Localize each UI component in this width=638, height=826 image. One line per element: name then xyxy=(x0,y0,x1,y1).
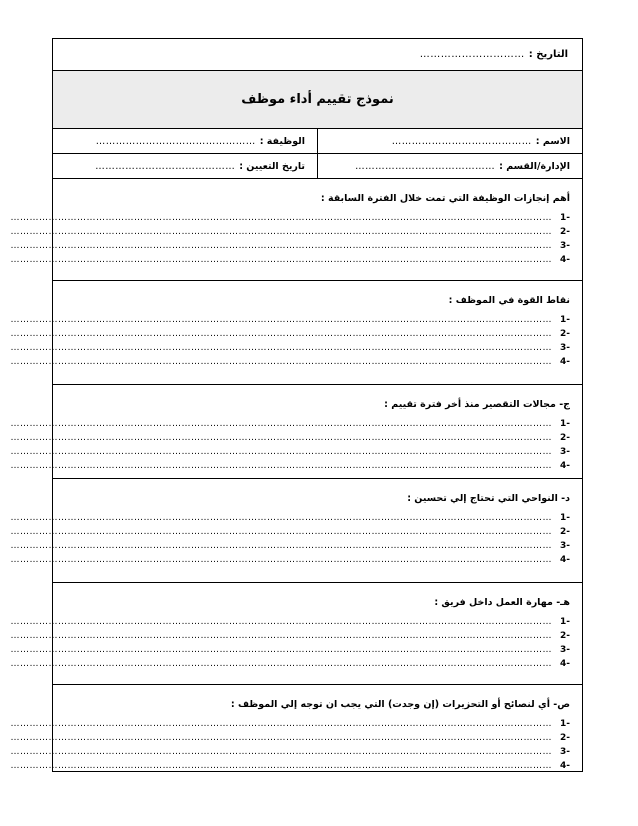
item-number: 2- xyxy=(560,433,570,443)
hire-date-cell xyxy=(53,154,317,178)
date-label: التاريخ : xyxy=(528,49,568,60)
section-advice xyxy=(10,685,582,795)
item-number: 1- xyxy=(560,419,570,429)
answer-line[interactable]: ……………………………………………………………………………………………………………………………………………………… xyxy=(10,461,552,471)
answer-line[interactable]: ……………………………………………………………………………………………………………………………………………………… xyxy=(10,555,552,565)
name-field[interactable]: …………………………………… xyxy=(391,135,532,147)
list-item[interactable] xyxy=(10,539,570,553)
form-title-row xyxy=(53,71,582,129)
item-number: 3- xyxy=(560,541,570,551)
item-number: 4- xyxy=(560,659,570,669)
dept-field[interactable]: …………………………………… xyxy=(355,160,496,172)
info-row-2 xyxy=(53,154,582,179)
list-item[interactable] xyxy=(10,445,570,459)
list-item[interactable] xyxy=(10,643,570,657)
answer-line[interactable]: ……………………………………………………………………………………………………………………………………………………… xyxy=(10,541,552,551)
item-number: 4- xyxy=(560,255,570,265)
section-title: ج- مجالات التقصير منذ أخر فترة تقييم : xyxy=(384,399,570,410)
item-number: 1- xyxy=(560,513,570,523)
section-strengths xyxy=(10,281,582,385)
item-number: 4- xyxy=(560,555,570,565)
list-item[interactable] xyxy=(10,615,570,629)
hire-date-label: تاريخ التعيين : xyxy=(239,160,305,172)
list-item[interactable] xyxy=(10,239,570,253)
item-number: 4- xyxy=(560,357,570,367)
list-item[interactable] xyxy=(10,355,570,369)
dept-cell xyxy=(317,154,582,178)
item-number: 2- xyxy=(560,631,570,641)
section-title: هـ- مهارة العمل داخل فريق : xyxy=(434,597,570,608)
answer-line[interactable]: ……………………………………………………………………………………………………………………………………………………… xyxy=(10,761,552,771)
item-number: 4- xyxy=(560,761,570,771)
item-number: 2- xyxy=(560,227,570,237)
item-number: 3- xyxy=(560,747,570,757)
list-item[interactable] xyxy=(10,759,570,773)
answer-line[interactable]: ……………………………………………………………………………………………………………………………………………………… xyxy=(10,617,552,627)
item-number: 3- xyxy=(560,645,570,655)
list-item[interactable] xyxy=(10,629,570,643)
answer-line[interactable]: ……………………………………………………………………………………………………………………………………………………… xyxy=(10,343,552,353)
evaluation-form xyxy=(10,38,583,772)
section-achievements xyxy=(10,179,582,281)
answer-line[interactable]: ……………………………………………………………………………………………………………………………………………………… xyxy=(10,213,552,223)
section-teamwork xyxy=(10,583,582,685)
answer-line[interactable]: ……………………………………………………………………………………………………………………………………………………… xyxy=(10,241,552,251)
answer-line[interactable]: ……………………………………………………………………………………………………………………………………………………… xyxy=(10,433,552,443)
answer-line[interactable]: ……………………………………………………………………………………………………………………………………………………… xyxy=(10,513,552,523)
item-number: 1- xyxy=(560,213,570,223)
answer-line[interactable]: ……………………………………………………………………………………………………………………………………………………… xyxy=(10,315,552,325)
list-item[interactable] xyxy=(10,327,570,341)
section-title: ص- أي لنصائح أو التحزيرات (إن وجدت) التي يجب ان توجه إلي الموظف : xyxy=(230,699,570,710)
section-title: نقاط القوة في الموظف : xyxy=(448,295,570,306)
list-item[interactable] xyxy=(10,431,570,445)
job-field[interactable]: ………………………………………… xyxy=(95,135,256,147)
item-number: 3- xyxy=(560,343,570,353)
list-item[interactable] xyxy=(10,253,570,267)
item-number: 4- xyxy=(560,461,570,471)
section-title: د- النواحي التي تحتاج إلي تحسين : xyxy=(407,493,570,504)
answer-line[interactable]: ……………………………………………………………………………………………………………………………………………………… xyxy=(10,447,552,457)
list-item[interactable] xyxy=(10,417,570,431)
job-label: الوظيفة : xyxy=(259,135,305,147)
list-item[interactable] xyxy=(10,211,570,225)
answer-line[interactable]: ……………………………………………………………………………………………………………………………………………………… xyxy=(10,329,552,339)
list-item[interactable] xyxy=(10,745,570,759)
info-row-1 xyxy=(53,129,582,154)
answer-line[interactable]: ……………………………………………………………………………………………………………………………………………………… xyxy=(10,357,552,367)
item-number: 3- xyxy=(560,241,570,251)
dept-label: الإدارة/القسم : xyxy=(499,160,570,172)
name-label: الاسم : xyxy=(535,135,570,147)
answer-line[interactable]: ……………………………………………………………………………………………………………………………………………………… xyxy=(10,659,552,669)
item-number: 2- xyxy=(560,527,570,537)
date-row xyxy=(53,39,582,71)
answer-line[interactable]: ……………………………………………………………………………………………………………………………………………………… xyxy=(10,255,552,265)
list-item[interactable] xyxy=(10,717,570,731)
list-item[interactable] xyxy=(10,225,570,239)
item-number: 1- xyxy=(560,617,570,627)
list-item[interactable] xyxy=(10,511,570,525)
item-number: 3- xyxy=(560,447,570,457)
answer-line[interactable]: ……………………………………………………………………………………………………………………………………………………… xyxy=(10,527,552,537)
answer-line[interactable]: ……………………………………………………………………………………………………………………………………………………… xyxy=(10,631,552,641)
answer-line[interactable]: ……………………………………………………………………………………………………………………………………………………… xyxy=(10,733,552,743)
hire-date-field[interactable]: …………………………………… xyxy=(95,160,236,172)
date-field[interactable]: ………………………… xyxy=(419,49,525,60)
answer-line[interactable]: ……………………………………………………………………………………………………………………………………………………… xyxy=(10,747,552,757)
form-title: نموذج تقييم أداء موظف xyxy=(241,92,394,107)
answer-line[interactable]: ……………………………………………………………………………………………………………………………………………………… xyxy=(10,227,552,237)
list-item[interactable] xyxy=(10,313,570,327)
answer-line[interactable]: ……………………………………………………………………………………………………………………………………………………… xyxy=(10,719,552,729)
section-shortcomings xyxy=(10,385,582,479)
list-item[interactable] xyxy=(10,341,570,355)
name-cell xyxy=(317,129,582,153)
answer-line[interactable]: ……………………………………………………………………………………………………………………………………………………… xyxy=(10,419,552,429)
answer-line[interactable]: ……………………………………………………………………………………………………………………………………………………… xyxy=(10,645,552,655)
list-item[interactable] xyxy=(10,731,570,745)
item-number: 2- xyxy=(560,329,570,339)
list-item[interactable] xyxy=(10,525,570,539)
section-improvements xyxy=(10,479,582,583)
item-number: 1- xyxy=(560,315,570,325)
item-number: 2- xyxy=(560,733,570,743)
item-number: 1- xyxy=(560,719,570,729)
section-title: أهم إنجازات الوظيفة التي تمت خلال الفترة السابقة : xyxy=(320,193,570,204)
list-item[interactable] xyxy=(10,657,570,671)
job-cell xyxy=(53,129,317,153)
list-item[interactable] xyxy=(10,459,570,473)
list-item[interactable] xyxy=(10,553,570,567)
